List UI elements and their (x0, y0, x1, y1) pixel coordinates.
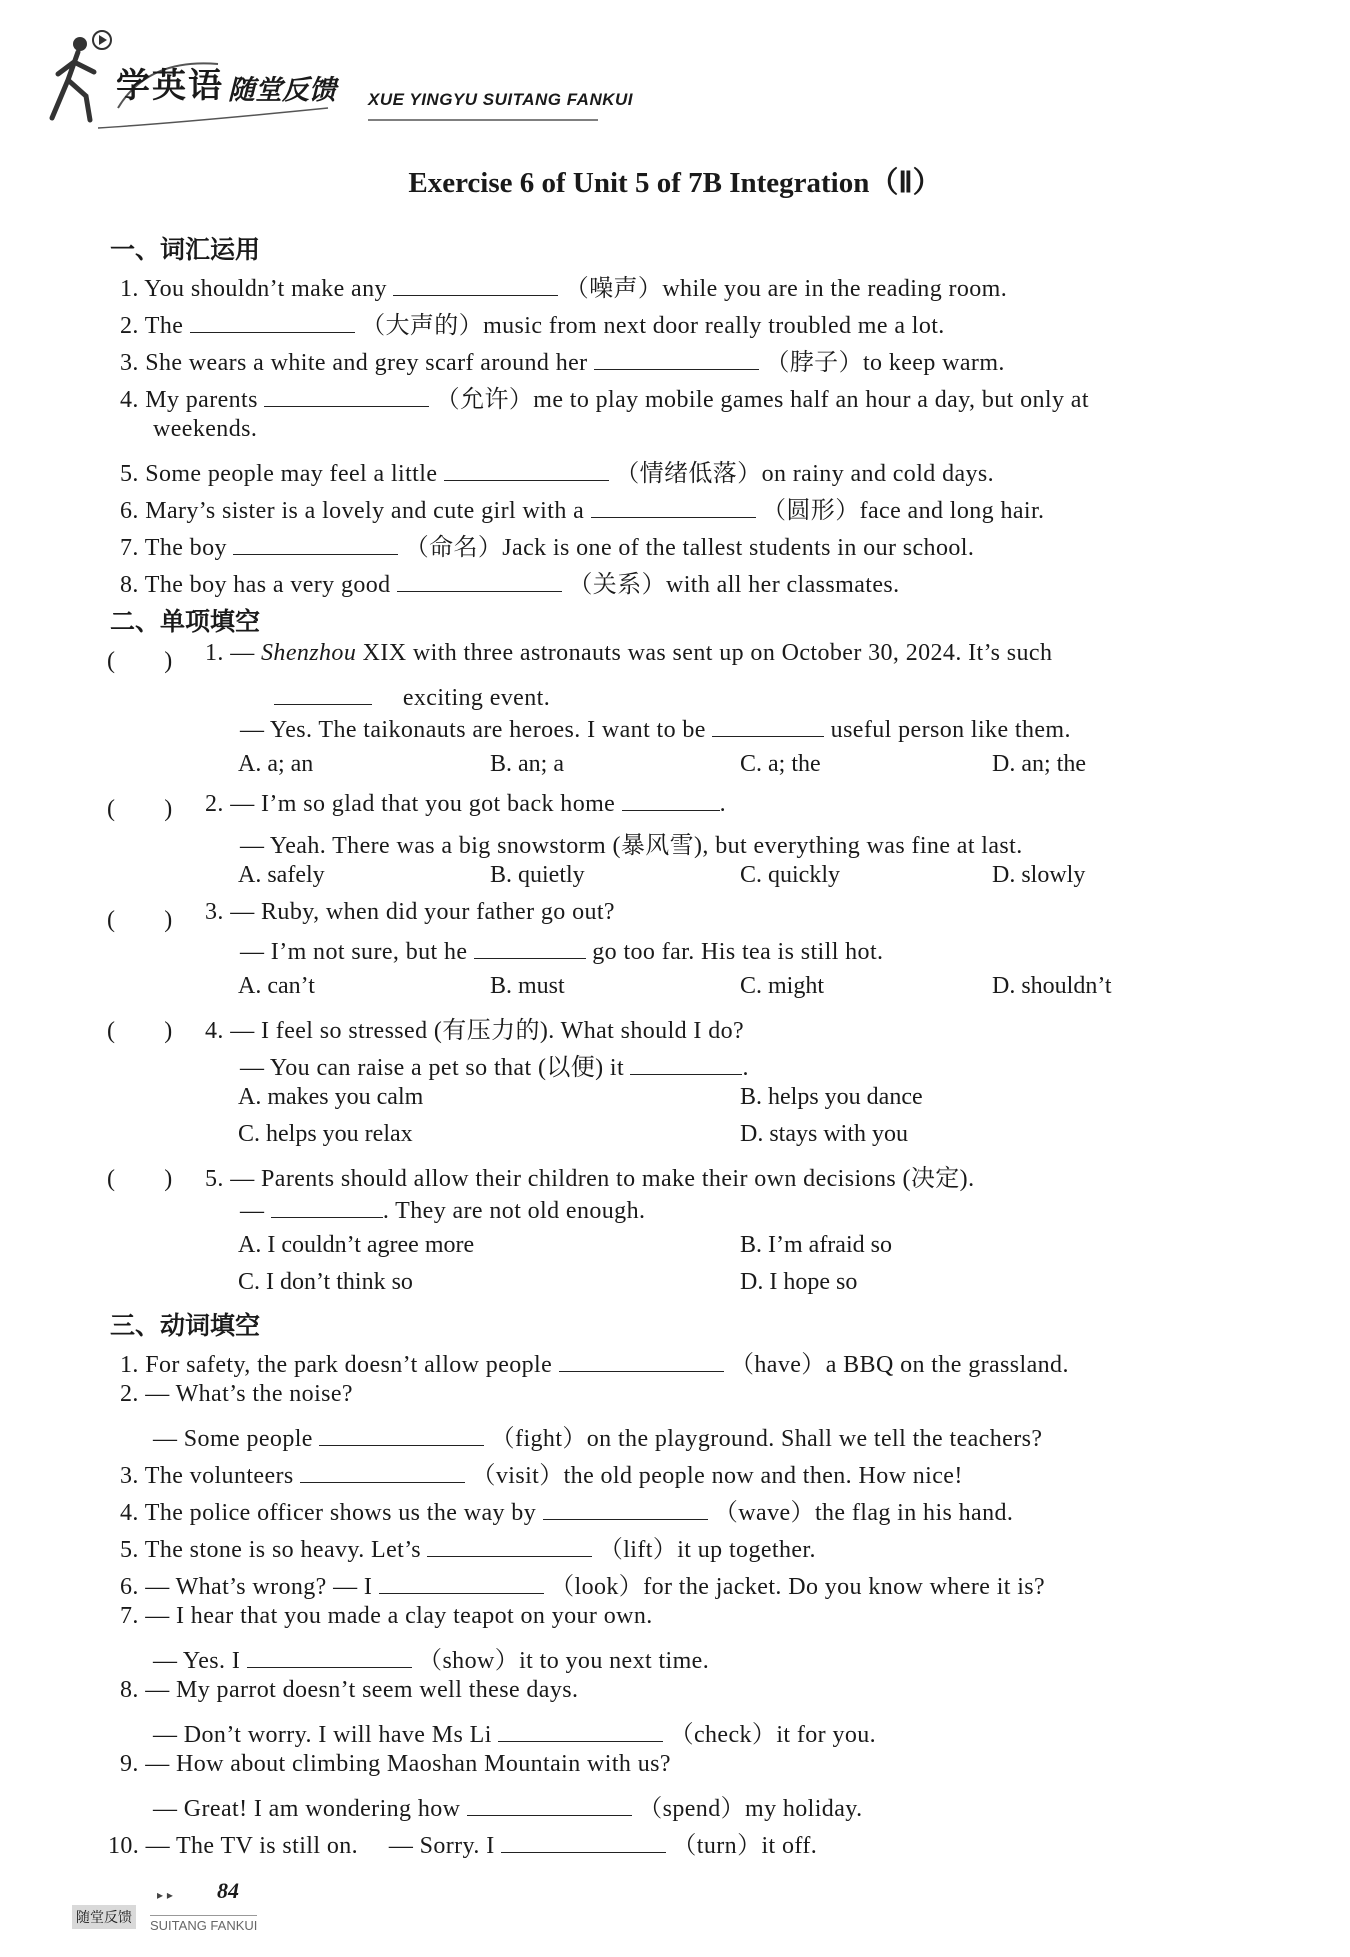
option-d[interactable]: D. stays with you (740, 1121, 908, 1147)
header (38, 28, 678, 138)
question-text: — You can raise a pet so that (以便) it (240, 1055, 625, 1081)
verb-line-2-reply (153, 1418, 1042, 1453)
verb-line-text: 10. — The TV is still on. — Sorry. I (108, 1833, 495, 1859)
option-d[interactable]: D. I hope so (740, 1269, 858, 1295)
vocab-line-text: 1. You shouldn’t make any (120, 276, 387, 302)
vocab-line-7 (120, 527, 974, 562)
answer-paren[interactable]: ( ) (107, 1018, 173, 1044)
option-c[interactable]: C. quickly (740, 862, 840, 888)
vocab-line-4-cont (153, 416, 257, 443)
verb-line-text: 5. The stone is so heavy. Let’s (120, 1537, 422, 1563)
mc-question-2-reply: — Yeah. There was a big snowstorm (暴风雪), but everything was fine at last. (240, 833, 1023, 859)
question-text: — (240, 1198, 265, 1224)
answer-blank[interactable] (397, 569, 562, 592)
answer-blank[interactable] (594, 347, 759, 370)
vocab-line-8 (120, 564, 900, 599)
verb-line-text: 6. — What’s wrong? — I (120, 1574, 373, 1600)
mc-question-1-reply (240, 714, 1071, 744)
verb-line-text: 3. The volunteers (120, 1463, 294, 1489)
verb-line-5 (120, 1529, 816, 1564)
answer-blank[interactable] (543, 1497, 708, 1520)
logo-pinyin-title: XUE YINGYU SUITANG FANKUI (368, 90, 634, 109)
question-text: — Parents should allow their children to make their own decisions (决定). (230, 1166, 975, 1192)
answer-blank[interactable] (427, 1534, 592, 1557)
verb-line-text: （look）for the jacket. Do you know where it is? (550, 1574, 1046, 1600)
vocab-line-text: 6. Mary’s sister is a lovely and cute girl with a (120, 498, 585, 524)
verb-line-text: （show）it to you next time. (418, 1648, 710, 1674)
option-b[interactable]: B. must (490, 973, 565, 999)
mc-question-3-reply (240, 936, 883, 966)
question-text: — Yes. The taikonauts are heroes. I want to be (240, 717, 706, 743)
answer-blank[interactable] (271, 1195, 383, 1218)
verb-line-text: （wave）the flag in his hand. (713, 1500, 1014, 1526)
vocab-line-6 (120, 490, 1044, 525)
answer-blank[interactable] (474, 936, 586, 959)
vocab-line-text: （情绪低落）on rainy and cold days. (615, 461, 995, 487)
mc-question-5 (205, 1158, 974, 1193)
option-b[interactable]: B. I’m afraid so (740, 1232, 892, 1258)
verb-line-text: 2. — What’s the noise? (120, 1381, 353, 1407)
answer-blank[interactable] (712, 714, 824, 737)
question-number: 5. (205, 1166, 224, 1192)
option-b[interactable]: B. quietly (490, 862, 585, 888)
verb-line-text: （have）a BBQ on the grassland. (729, 1352, 1069, 1378)
answer-blank[interactable] (622, 788, 720, 811)
verb-line-text: （lift）it up together. (598, 1537, 816, 1563)
vocab-line-text: 4. My parents (120, 387, 258, 413)
verb-line-10 (108, 1825, 817, 1860)
question-number: 4. (205, 1018, 224, 1044)
verb-line-text: — Yes. I (153, 1648, 241, 1674)
verb-line-text: （fight）on the playground. Shall we tell the teachers? (490, 1426, 1043, 1452)
option-c[interactable]: C. might (740, 973, 825, 999)
vocab-line-4 (120, 379, 1089, 414)
footer-tag: 随堂反馈 (72, 1905, 136, 1929)
option-c[interactable]: C. helps you relax (238, 1121, 413, 1147)
mc-question-1-cont (274, 677, 550, 712)
answer-blank[interactable] (393, 273, 558, 296)
verb-line-4 (120, 1492, 1013, 1527)
page-number: 84 (217, 1878, 239, 1903)
answer-blank[interactable] (274, 682, 372, 705)
verb-line-text: 1. For safety, the park doesn’t allow people (120, 1352, 553, 1378)
answer-blank[interactable] (591, 495, 756, 518)
question-text: — I’m so glad that you got back home (230, 791, 616, 817)
vocab-line-text: （噪声）while you are in the reading room. (564, 276, 1008, 302)
page-title: Exercise 6 of Unit 5 of 7B Integration（Ⅱ） (408, 167, 942, 199)
vocab-line-text: （命名）Jack is one of the tallest students in our school. (404, 535, 975, 561)
verb-line-9 (120, 1751, 671, 1778)
question-text: . (719, 791, 727, 817)
vocab-line-text: 7. The boy (120, 535, 227, 561)
vocab-line-text: （大声的）music from next door really troubled me a lot. (361, 313, 945, 339)
question-number: 3. (205, 899, 224, 925)
verb-line-text: — Some people (153, 1426, 313, 1452)
question-number: 2. (205, 791, 224, 817)
question-text: useful person like them. (830, 717, 1071, 743)
answer-blank[interactable] (233, 532, 398, 555)
verb-line-text: （check）it for you. (669, 1722, 877, 1748)
vocab-line-text: 2. The (120, 313, 184, 339)
vocab-line-1 (120, 268, 1007, 303)
option-d[interactable]: D. an; the (992, 751, 1086, 777)
vocab-line-3 (120, 342, 1005, 377)
verb-line-1 (120, 1344, 1069, 1379)
section-heading-verb-fill: 三、动词填空 (110, 1311, 261, 1340)
question-text: — I’m not sure, but he (240, 939, 468, 965)
mc-question-1 (205, 640, 1052, 667)
answer-paren[interactable]: ( ) (107, 648, 173, 674)
question-text: . They are not old enough. (382, 1198, 646, 1224)
verb-line-9-reply (153, 1788, 863, 1823)
option-a[interactable]: A. can’t (238, 973, 315, 999)
mc-question-4 (205, 1010, 744, 1045)
option-a[interactable]: A. makes you calm (238, 1084, 424, 1110)
logo-chinese-subtitle: 随堂反馈 (228, 75, 336, 106)
verb-line-6 (120, 1566, 1045, 1601)
answer-paren[interactable]: ( ) (107, 796, 173, 822)
page-arrow-icon: ▸ ▸ (157, 1888, 173, 1902)
answer-blank[interactable] (467, 1793, 632, 1816)
verb-line-3 (120, 1455, 963, 1490)
option-b[interactable]: B. an; a (490, 751, 564, 777)
answer-blank[interactable] (498, 1719, 663, 1742)
answer-blank[interactable] (630, 1052, 742, 1075)
option-a[interactable]: A. I couldn’t agree more (238, 1232, 475, 1258)
verb-line-7-reply (153, 1640, 709, 1675)
answer-blank[interactable] (444, 458, 609, 481)
answer-blank[interactable] (190, 310, 355, 333)
answer-blank[interactable] (264, 384, 429, 407)
verb-line-text: 4. The police officer shows us the way by (120, 1500, 537, 1526)
answer-blank[interactable] (559, 1349, 724, 1372)
question-text: — I feel so stressed (有压力的). What should I do? (230, 1018, 745, 1044)
verb-line-text: （turn）it off. (672, 1833, 818, 1859)
verb-line-text: 9. — How about climbing Maoshan Mountain with us? (120, 1751, 671, 1777)
option-d[interactable]: D. slowly (992, 862, 1086, 888)
verb-line-8 (120, 1677, 578, 1704)
verb-line-text: — Don’t worry. I will have Ms Li (153, 1722, 492, 1748)
option-c[interactable]: C. a; the (740, 751, 821, 777)
option-a[interactable]: A. a; an (238, 751, 314, 777)
vocab-line-text: （圆形）face and long hair. (762, 498, 1045, 524)
vocab-line-text: 3. She wears a white and grey scarf around her (120, 350, 588, 376)
option-c[interactable]: C. I don’t think so (238, 1269, 413, 1295)
verb-line-8-reply (153, 1714, 876, 1749)
question-text: go too far. His tea is still hot. (592, 939, 884, 965)
verb-line-2 (120, 1381, 353, 1408)
verb-line-text: 8. — My parrot doesn’t seem well these days. (120, 1677, 579, 1703)
verb-line-text: （visit）the old people now and then. How nice! (471, 1463, 963, 1489)
question-number: 1. (205, 640, 224, 666)
answer-paren[interactable]: ( ) (107, 907, 173, 933)
answer-blank[interactable] (247, 1645, 412, 1668)
mc-question-2 (205, 788, 726, 818)
mc-question-3 (205, 899, 615, 926)
answer-blank[interactable] (319, 1423, 484, 1446)
verb-line-text: 7. — I hear that you made a clay teapot on your own. (120, 1603, 653, 1629)
verb-line-text: — Great! I am wondering how (153, 1796, 461, 1822)
option-a[interactable]: A. safely (238, 862, 325, 888)
question-text: XIX with three astronauts was sent up on October 30, 2024. It’s such (356, 640, 1053, 666)
mc-question-4-reply (240, 1047, 749, 1082)
section-heading-multiple-choice: 二、单项填空 (110, 607, 261, 636)
answer-blank[interactable] (300, 1460, 465, 1483)
answer-paren[interactable]: ( ) (107, 1166, 173, 1192)
question-text: . (742, 1055, 749, 1081)
vocab-line-2 (120, 305, 945, 340)
option-d[interactable]: D. shouldn’t (992, 973, 1112, 999)
section-heading-vocabulary: 一、词汇运用 (110, 235, 261, 264)
answer-blank[interactable] (501, 1830, 666, 1853)
vocab-line-text: 5. Some people may feel a little (120, 461, 438, 487)
answer-blank[interactable] (379, 1571, 544, 1594)
footer-tag-pinyin: SUITANG FANKUI (150, 1915, 257, 1933)
verb-line-text: （spend）my holiday. (638, 1796, 863, 1822)
vocab-line-5 (120, 453, 994, 488)
vocab-line-text: （关系）with all her classmates. (568, 572, 900, 598)
question-text: — (230, 640, 262, 666)
vocab-line-text: （允许）me to play mobile games half an hour a day, but only at (435, 387, 1089, 413)
verb-line-7 (120, 1603, 653, 1630)
logo-chinese-title: 学英语 (116, 66, 224, 106)
vocab-line-text: weekends. (153, 416, 258, 442)
mc-question-5-reply (240, 1195, 645, 1225)
question-text-italic: Shenzhou (261, 640, 357, 666)
question-text: — Ruby, when did your father go out? (230, 899, 615, 925)
question-text: exciting event. (402, 685, 551, 711)
option-b[interactable]: B. helps you dance (740, 1084, 923, 1110)
vocab-line-text: 8. The boy has a very good (120, 572, 391, 598)
vocab-line-text: （脖子）to keep warm. (765, 350, 1005, 376)
